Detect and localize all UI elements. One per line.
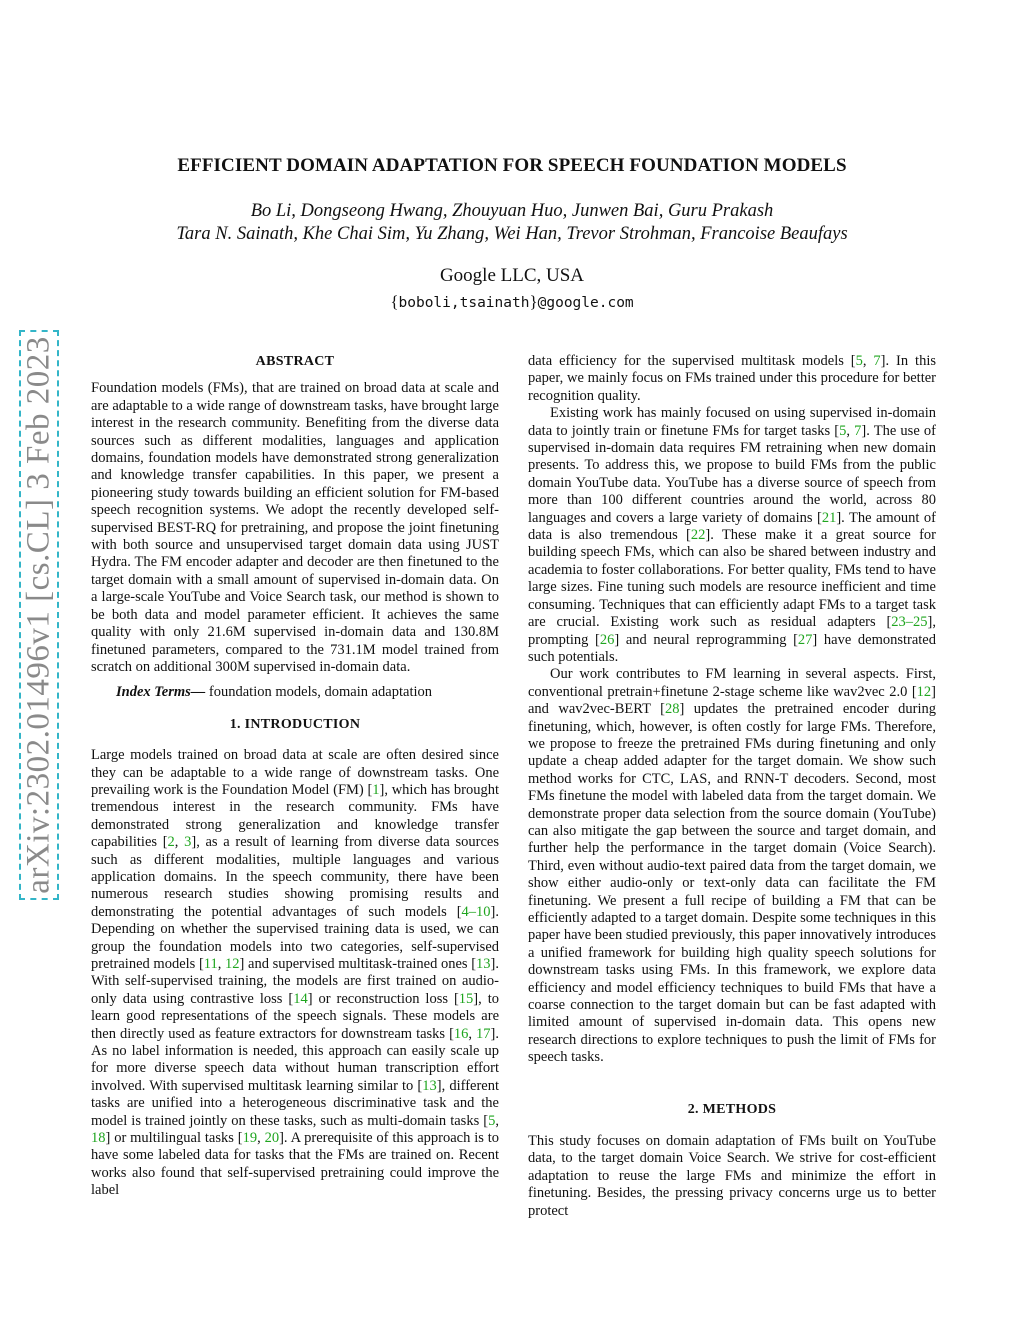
intro-text: ]. As no label information is needed, this approach can easily scale up for more diverse speech data without human transcription effort involved. With supervised multitask learning similar to [ [91, 1025, 499, 1094]
intro-text: ] or multilingual tasks [ [105, 1130, 243, 1147]
intro-text: ]. With self-supervised training, the models are first trained on audio-only data using contrastive loss [ [91, 956, 500, 1007]
citation-link[interactable]: 3 [184, 834, 192, 851]
right-column [528, 353, 936, 1220]
email-brace-close: } [529, 292, 538, 311]
email-brace-open: { [390, 292, 399, 311]
intro-text: , [257, 1130, 265, 1147]
citation-link[interactable]: 7 [854, 422, 862, 439]
citation-link[interactable]: 28 [664, 701, 680, 718]
intro-text: data efficiency for the supervised multitask models [ [528, 353, 856, 369]
email-domain: @google.com [537, 295, 634, 311]
citation-link[interactable]: 1 [372, 781, 380, 798]
citation-link[interactable]: 12 [916, 683, 932, 700]
citation-link[interactable]: 18 [91, 1130, 106, 1147]
arxiv-identifier[interactable]: arXiv:2302.01496v1 [cs.CL] 3 Feb 2023 [20, 336, 57, 894]
citation-link[interactable]: 15 [458, 990, 474, 1007]
intro-text: , [846, 422, 855, 439]
intro-text: , [495, 1112, 499, 1129]
intro-text: Large models trained on broad data at scale are often desired since they can be adaptable to a wide range of downstream tasks. One prevailing work is the Foundation Model (FM) [ [91, 747, 499, 798]
index-terms-label: Index Terms— [116, 684, 206, 701]
citation-link[interactable]: 22 [690, 527, 706, 544]
index-terms-text: foundation models, domain adaptation [205, 684, 433, 701]
intro-paragraph [91, 747, 499, 1200]
email-names: boboli,tsainath [398, 295, 530, 311]
intro-text: ]. These make it a great source for building speech FMs, which can also be shared between industry and academia to foster collaborations. For better quality, FMs tend to have large sizes. Fine tuning such models are resource inefficient and time consuming. Techniques that can efficiently adapt FMs to a target task are crucial. Existing work such as residual adapters [ [528, 527, 936, 631]
abstract-heading: ABSTRACT [255, 354, 335, 369]
left-column [91, 353, 499, 1200]
citation-link[interactable]: 2 [167, 834, 175, 851]
intro-text: ], as a result of learning from diverse data sources such as different modalities, multiple languages and various application domains. In the speech community, there have been numerous research studies showing promising results and demonstrating the potential advantages of such models [ [91, 834, 499, 920]
citation-link[interactable]: 27 [797, 631, 813, 648]
author-line-2: Tara N. Sainath, Khe Chai Sim, Yu Zhang, Wei Han, Trevor Strohman, Francoise Beaufays [176, 224, 848, 244]
methods-paragraph: This study focuses on domain adaptation of FMs built on YouTube data, to the target domain Voice Search. We strive for cost-efficient adaptation to reuse the large FMs and minimize the effort in finetuning. Besides, the pressing privacy concerns urge us to better protect [528, 1133, 936, 1219]
intro-text: , [862, 353, 874, 369]
citation-link[interactable]: 11 [203, 956, 218, 972]
intro-text: ], different tasks are unified into a heterogeneous discriminative task and the model is trained jointly on these tasks, such as multi-domain tasks [ [91, 1077, 499, 1129]
intro-text: ]. In this paper, we mainly focus on FMs trained under this procedure for better recognition quality. [528, 353, 936, 404]
intro-text: ]. The use of supervised in-domain data requires FM retraining when new domain presents. To address this, we propose to build FMs from the public domain YouTube data. YouTube has a diverse source of speech from more than 100 different countries around the world, across 80 languages and covers a large variety of domains [ [528, 422, 936, 526]
affiliation: Google LLC, USA [439, 265, 585, 286]
citation-link[interactable]: 4–10 [461, 903, 491, 920]
citation-link[interactable]: 23–25 [891, 614, 928, 631]
intro-text: , [468, 1025, 477, 1042]
intro-text: ] updates the pretrained encoder during finetuning, which, however, is often costly for large FMs. Therefore, we propose to freeze the pretrained FMs during finetuning and only update a cheap added adapter for the target domain. We show such method works for CTC, LAS, and RNN-T decoders. Second, most FMs finetune the model with labeled data from the target domain. We demonstrate proper data selection from the source domain (YouTube) can also mitigate the gap between the source and target domain, and further help the performance in the target domain (Voice Search). Third, even without audio-text paired data from the target domain, we show either audio-only or text-only data can facilitate the FM finetuning. We present a full recipe of building a FM that can be efficiently adapted to a target domain. Despite some techniques in this paper have been studied previously, this paper innovatively introduces a unified framework for building high quality speech solutions for downstream tasks using FMs. In this framework, we explore data efficiency and model efficiency techniques to build FMs that have a coarse connection to the target domain but can be fast adapted with limited amount of supervised in-domain data. This opens new research directions to explore techniques to push the limit of FMs for speech tasks. [528, 701, 936, 1066]
intro-text: ], to learn good representations of the speech signals. These models are then directly used as feature extractors for downstream tasks [ [91, 990, 499, 1042]
paper-title: EFFICIENT DOMAIN ADAPTATION FOR SPEECH FOUNDATION MODELS [177, 155, 847, 176]
citation-link[interactable]: 13 [476, 956, 491, 972]
citation-link[interactable]: 5 [839, 422, 847, 439]
intro-text: , [174, 834, 185, 851]
intro-text: ]. A prerequisite of this approach is to have some labeled data for tasks that the FMs are trained on. Recent works also found that self-supervised pretraining could improve the label [91, 1130, 500, 1199]
intro-text: ], prompting [ [528, 614, 936, 648]
intro-paragraph-existing-work [528, 405, 936, 666]
intro-text: Existing work has mainly focused on using supervised in-domain data to jointly train or finetune FMs for target tasks [ [528, 405, 936, 439]
intro-paragraph-contributions [528, 666, 936, 1066]
author-line-1: Bo Li, Dongseong Hwang, Zhouyuan Huo, Junwen Bai, Guru Prakash [250, 201, 774, 221]
intro-text: ] or reconstruction loss [ [307, 990, 459, 1007]
citation-link[interactable]: 17 [476, 1025, 491, 1042]
intro-paragraph-continued [528, 353, 936, 405]
index-terms [91, 684, 499, 701]
intro-text: ] have demonstrated such potentials. [528, 631, 936, 665]
author-list [0, 200, 1024, 246]
intro-text: ] and wav2vec-BERT [ [528, 683, 936, 718]
citation-link[interactable]: 14 [293, 990, 308, 1007]
contact-email[interactable] [0, 292, 1024, 312]
intro-text: ] and neural reprogramming [ [614, 631, 798, 648]
intro-text: ]. The amount of data is also tremendous [ [528, 509, 936, 544]
citation-link[interactable]: 19 [242, 1130, 258, 1147]
citation-link[interactable]: 21 [821, 509, 837, 526]
intro-text: ] and supervised multitask-trained ones [ [239, 956, 477, 972]
citation-link[interactable]: 5 [855, 353, 863, 369]
citation-link[interactable]: 16 [453, 1025, 469, 1042]
citation-link[interactable]: 5 [488, 1112, 496, 1129]
abstract-text: Foundation models (FMs), that are trained on broad data at scale and are adaptable to a wide range of downstream tasks, have brought large interest in the research community. Benefiting from the diverse data sources such as different modalities, languages and application domains, foundation models have demonstrated strong generalization and knowledge transfer capabilities. In this paper, we present a pioneering study towards building an efficient solution for FM-based speech recognition systems. We adopt the recently developed self-supervised BEST-RQ for pretraining, and propose the joint finetuning with both source and unsupervised target domain data using JUST Hydra. The FM encoder adapter and decoder are then finetuned to the target domain with a small amount of supervised in-domain data. On a large-scale YouTube and Voice Search task, our method is shown to be both data and model parameter efficient. It achieves the same quality with only 21.6M supervised in-domain data and 130.8M finetuned parameters, compared to the 731.1M model trained from scratch on additional 300M supervised in-domain data. [91, 380, 499, 675]
section-heading-methods: 2. METHODS [687, 1101, 777, 1117]
intro-text: Our work contributes to FM learning in several aspects. First, conventional pretrain+finetune 2-stage scheme like wav2vec 2.0 [ [528, 666, 936, 700]
intro-text: , [217, 956, 226, 972]
intro-text: ], which has brought tremendous interest in the research community. FMs have demonstrated strong generalization and knowledge transfer capabilities [ [91, 781, 499, 851]
intro-text: ]. Depending on whether the supervised training data is used, we can group the foundation models into two categories, self-supervised pretrained models [ [91, 903, 499, 972]
citation-link[interactable]: 12 [225, 956, 240, 972]
citation-link[interactable]: 13 [422, 1077, 437, 1094]
citation-link[interactable]: 20 [264, 1130, 280, 1147]
citation-link[interactable]: 7 [873, 353, 881, 369]
section-heading-introduction: 1. INTRODUCTION [229, 716, 361, 732]
citation-link[interactable]: 26 [599, 631, 615, 648]
